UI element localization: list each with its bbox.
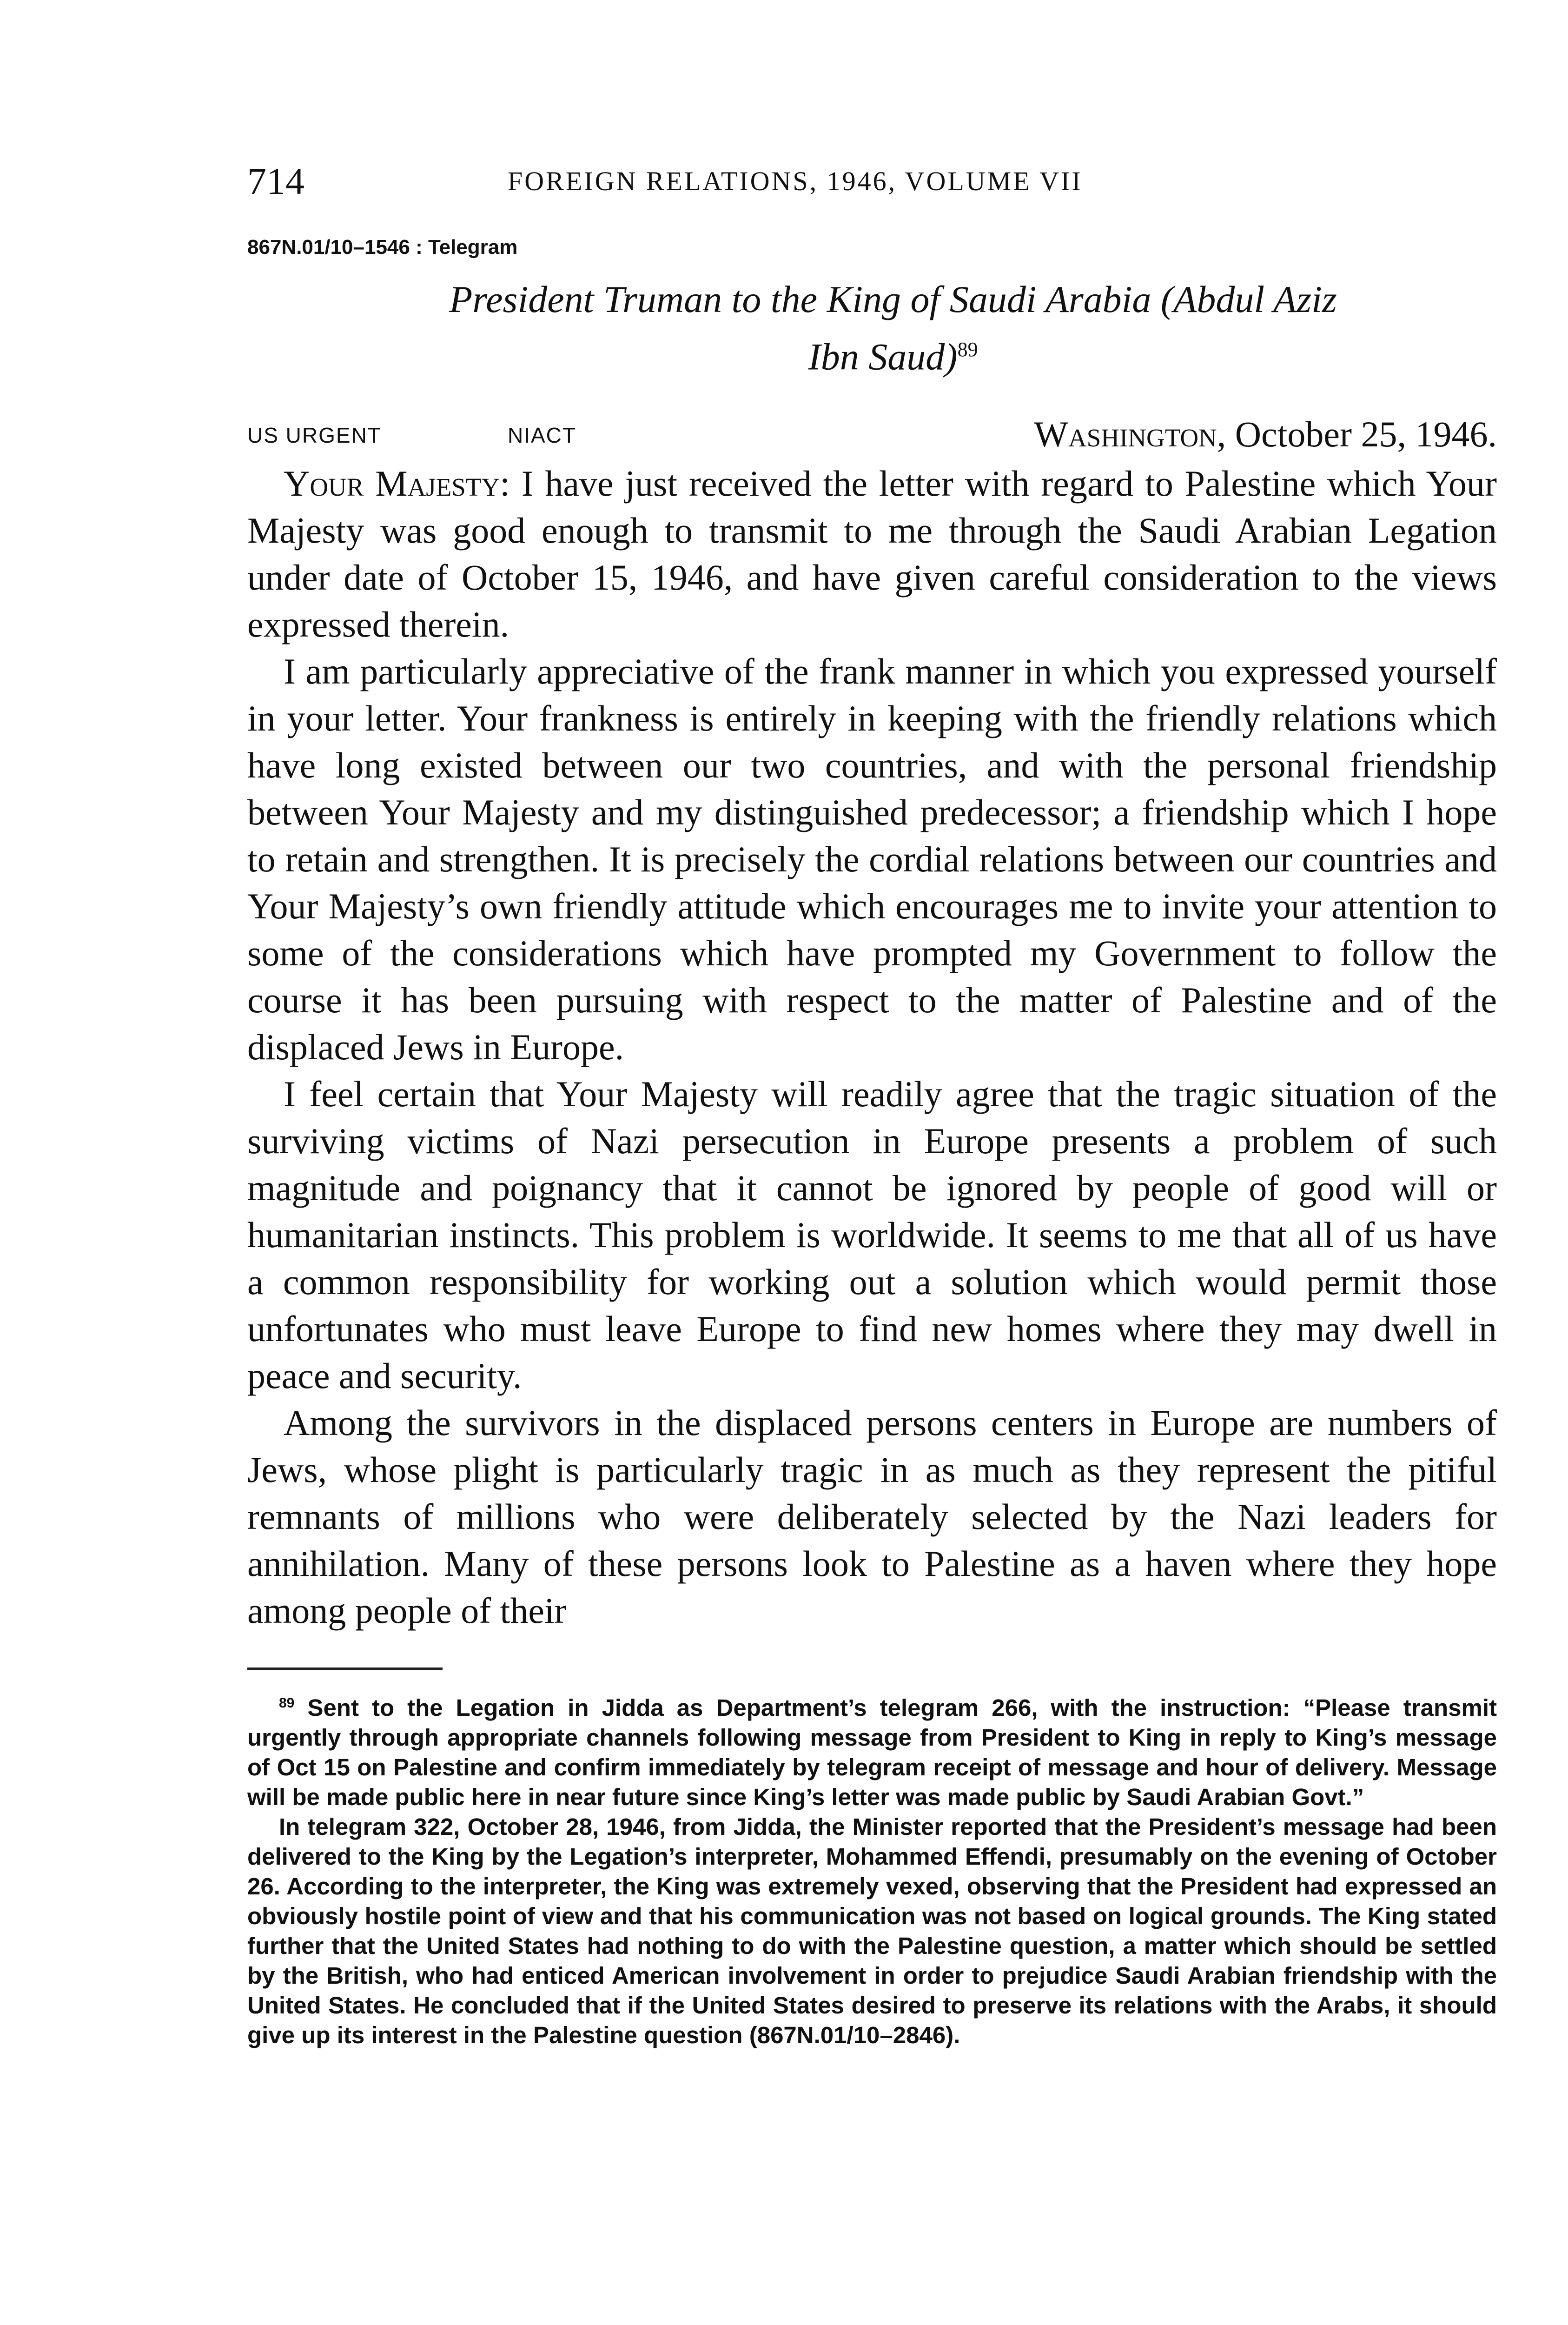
- footnote-89-continuation: In telegram 322, October 28, 1946, from Jidda, the Minister reported that the President’s message had been delivered to the King by the Legation’s interpreter, Mohammed Effendi, presumably on the evening of October 26. According to the interpreter, the King was extremely vexed, observing that the President had expressed an obviously hostile point of view and that his communication was not based on logical grounds. The King stated further that the United States had nothing to do with the Palestine question, a matter which should be settled by the British, who had enticed American involvement in order to prejudice Saudi Arabian friendship with the United States. He concluded that if the United States desired to preserve its relations with the Arabs, it should give up its interest in the Palestine question (867N.01/10–2846).: [247, 1814, 1497, 2049]
- paragraph-2: I am particularly appreciative of the frank manner in which you expressed yourself in your letter. Your frankness is entirely in keeping with the friendly relations which have long existed between our two countries, and with the personal friendship between Your Majesty and my distinguished predecessor; a friendship which I hope to retain and strengthen. It is precisely the cordial relations between our countries and Your Majesty’s own friendly attitude which encourages me to invite your attention to some of the considerations which have prompted my Government to follow the course it has been pursuing with respect to the matter of Palestine and of the displaced Jews in Europe.: [247, 651, 1497, 1068]
- footnote-89-text: Sent to the Legation in Jidda as Department’s telegram 266, with the instruction: “Please transmit urgently through appropriate channels following message from President to King in reply to King’s message of Oct 15 on Palestine and confirm immediately by telegram receipt of message and hour of delivery. Message will be made public here in near future since King’s letter was made public by Saudi Arabian Govt.”: [247, 1694, 1497, 1811]
- place-and-date: [1034, 413, 1497, 455]
- priority-label: US URGENT: [247, 423, 382, 448]
- classification-label: NIACT: [508, 423, 576, 448]
- paragraph-4: Among the survivors in the displaced persons centers in Europe are numbers of Jews, whose plight is particularly tragic in as much as they represent the pitiful remnants of millions who were deliberately selected by the Nazi leaders for annihilation. Many of these persons look to Palestine as a haven where they hope among people of their: [247, 1402, 1497, 1631]
- place: Washington,: [1034, 414, 1226, 455]
- document-title: [247, 274, 1497, 382]
- title-line-1: President Truman to the King of Saudi Arabia (Abdul Aziz: [449, 278, 1337, 320]
- footnote-reference-marker[interactable]: 89: [957, 338, 978, 361]
- title-line-2-text: Ibn Saud): [808, 335, 958, 378]
- footnote-number: 89: [279, 1695, 295, 1711]
- salutation: Your Majesty: [284, 463, 500, 504]
- title-line-2: [289, 325, 1497, 382]
- page-number: 714: [247, 160, 304, 202]
- document-page: [247, 158, 1497, 2050]
- date: October 25, 1946.: [1226, 414, 1497, 455]
- paragraph-1-text: : I have just received the letter with regard to Palestine which Your Majesty was good enough to transmit to me through the Saudi Arabian Legation under date of October 15, 1946, and have given careful consideration to the views expressed therein.: [247, 463, 1497, 645]
- footnotes: [247, 1688, 1497, 2050]
- running-title: FOREIGN RELATIONS, 1946, VOLUME VII: [508, 166, 1083, 196]
- footnote-divider: [247, 1667, 443, 1670]
- paragraph-3: I feel certain that Your Majesty will readily agree that the tragic situation of the surviving victims of Nazi persecution in Europe presents a problem of such magnitude and poignancy that it cannot be ignored by people of good will or humanitarian instincts. This problem is worldwide. It seems to me that all of us have a common responsibility for working out a solution which would permit those unfortunates who must leave Europe to find new homes where they may dwell in peace and security.: [247, 1074, 1497, 1396]
- letter-body: [247, 460, 1497, 1634]
- footnote-89: [247, 1688, 1497, 1812]
- file-reference: 867N.01/10–1546 : Telegram: [247, 236, 518, 259]
- telegram-dateline: [247, 413, 1497, 460]
- paragraph-1: [247, 460, 1497, 648]
- running-header: [247, 158, 1497, 205]
